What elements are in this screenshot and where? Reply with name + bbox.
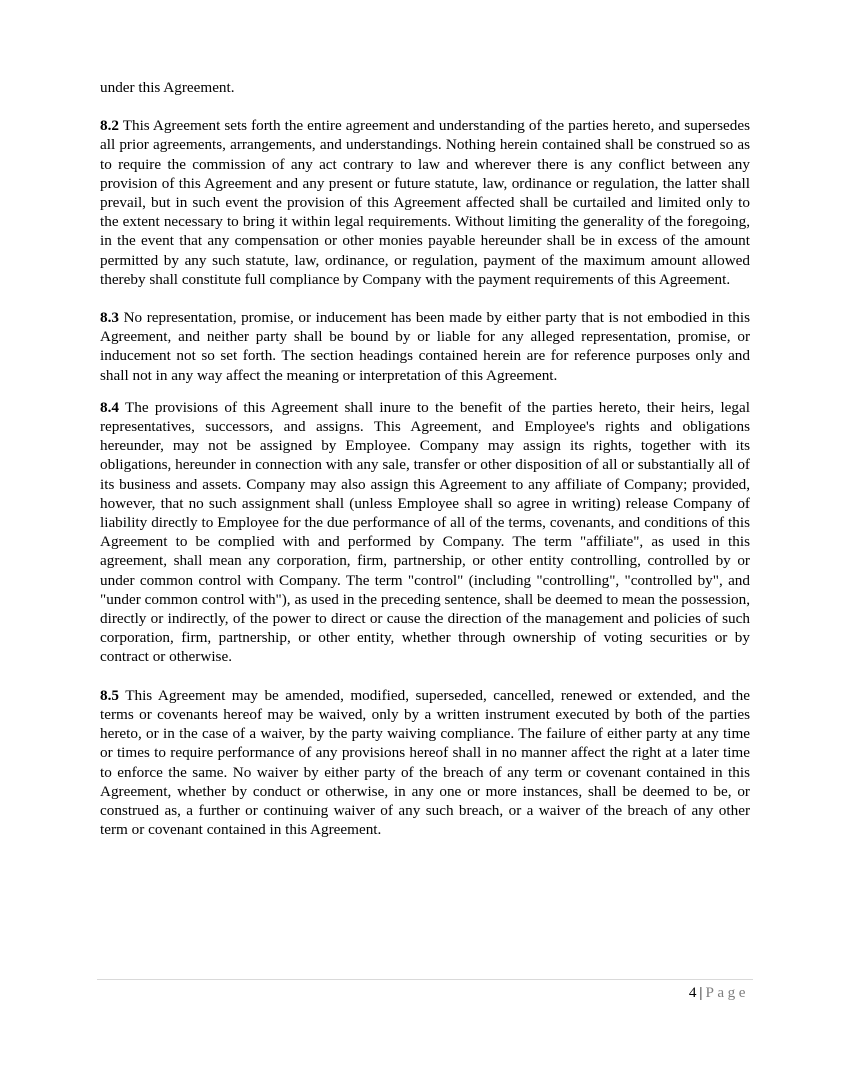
section-8-4 [100, 398, 750, 667]
section-number: 8.3 [100, 309, 119, 327]
page-number: 4 [688, 984, 697, 1001]
section-text: This Agreement sets forth the entire agreement and understanding of the parties hereto, and supersedes all prior agreements, arrangements, and understandings. Nothing herein contained shall be construed so as to require the commission of any act contrary to law and wherever there is any conflict between any provision of this Agreement and any present or future statute, law, ordinance or regulation, the latter shall prevail, but in such event the provision of this Agreement affected shall be curtailed and limited only to the extent necessary to bring it within legal requirements. Without limiting the generality of the foregoing, in the event that any compensation or other monies payable hereunder shall be in excess of the amount permitted by any such statute, law, ordinance, or regulation, payment of the maximum amount allowed thereby shall constitute full compliance by Company with the payment requirements of this Agreement. [100, 117, 750, 288]
section-text: This Agreement may be amended, modified, superseded, cancelled, renewed or extended, and the terms or covenants hereof may be waived, only by a written instrument executed by both of the parties hereto, or in the case of a waiver, by the party waiving compliance. The failure of either party at any time or times to require performance of any provisions hereof shall in no manner affect the right at a later time to enforce the same. No waiver by either party of the breach of any term or covenant contained in this Agreement, whether by conduct or otherwise, in any one or more instances, shall be deemed to be, or construed as, a further or continuing waiver of any such breach, or a waiver of the breach of any other term or covenant contained in this Agreement. [100, 686, 750, 839]
footer-separator: | [699, 984, 703, 1001]
page-body [100, 78, 750, 839]
section-8-5 [100, 686, 750, 840]
section-8-3 [100, 308, 750, 385]
section-number: 8.2 [100, 117, 119, 135]
section-text: No representation, promise, or inducement has been made by either party that is not embodied in this Agreement, and neither party shall be bound by or liable for any alleged representation, promise, or inducement not so set forth. The section headings contained herein are for reference purposes only and shall not in any way affect the meaning or interpretation of this Agreement. [100, 309, 751, 384]
section-8-2 [100, 116, 750, 289]
lead-fragment: under this Agreement. [100, 79, 235, 96]
page-label: Page [705, 984, 749, 1001]
section-number: 8.4 [100, 398, 119, 416]
footer-divider [97, 979, 753, 980]
section-text: The provisions of this Agreement shall inure to the benefit of the parties hereto, their heirs, legal representatives, successors, and assigns. This Agreement, and Employee's rights and obligations hereunder, may not be assigned by Employee. Company may assign its rights, together with its obligations, hereunder in connection with any sale, transfer or other disposition of all or substantially all of its business and assets. Company may also assign this Agreement to any affiliate of Company; provided, however, that no such assignment shall (unless Employee shall so agree in writing) release Company of liability directly to Employee for the due performance of all of the terms, covenants, and conditions of this Agreement to be complied with and performed by Company. The term "affiliate", as used in this agreement, shall mean any corporation, firm, partnership, or other entity controlling, controlled by or under common control with Company. The term "control" (including "controlling", "controlled by", and "under common control with"), as used in the preceding sentence, shall be deemed to mean the possession, directly or indirectly, of the power to direct or cause the direction of the management and policies of such corporation, firm, partnership, or other entity, whether through ownership of voting securities or by contract or otherwise. [100, 398, 750, 666]
page-footer [689, 983, 749, 1002]
section-number: 8.5 [100, 686, 119, 704]
